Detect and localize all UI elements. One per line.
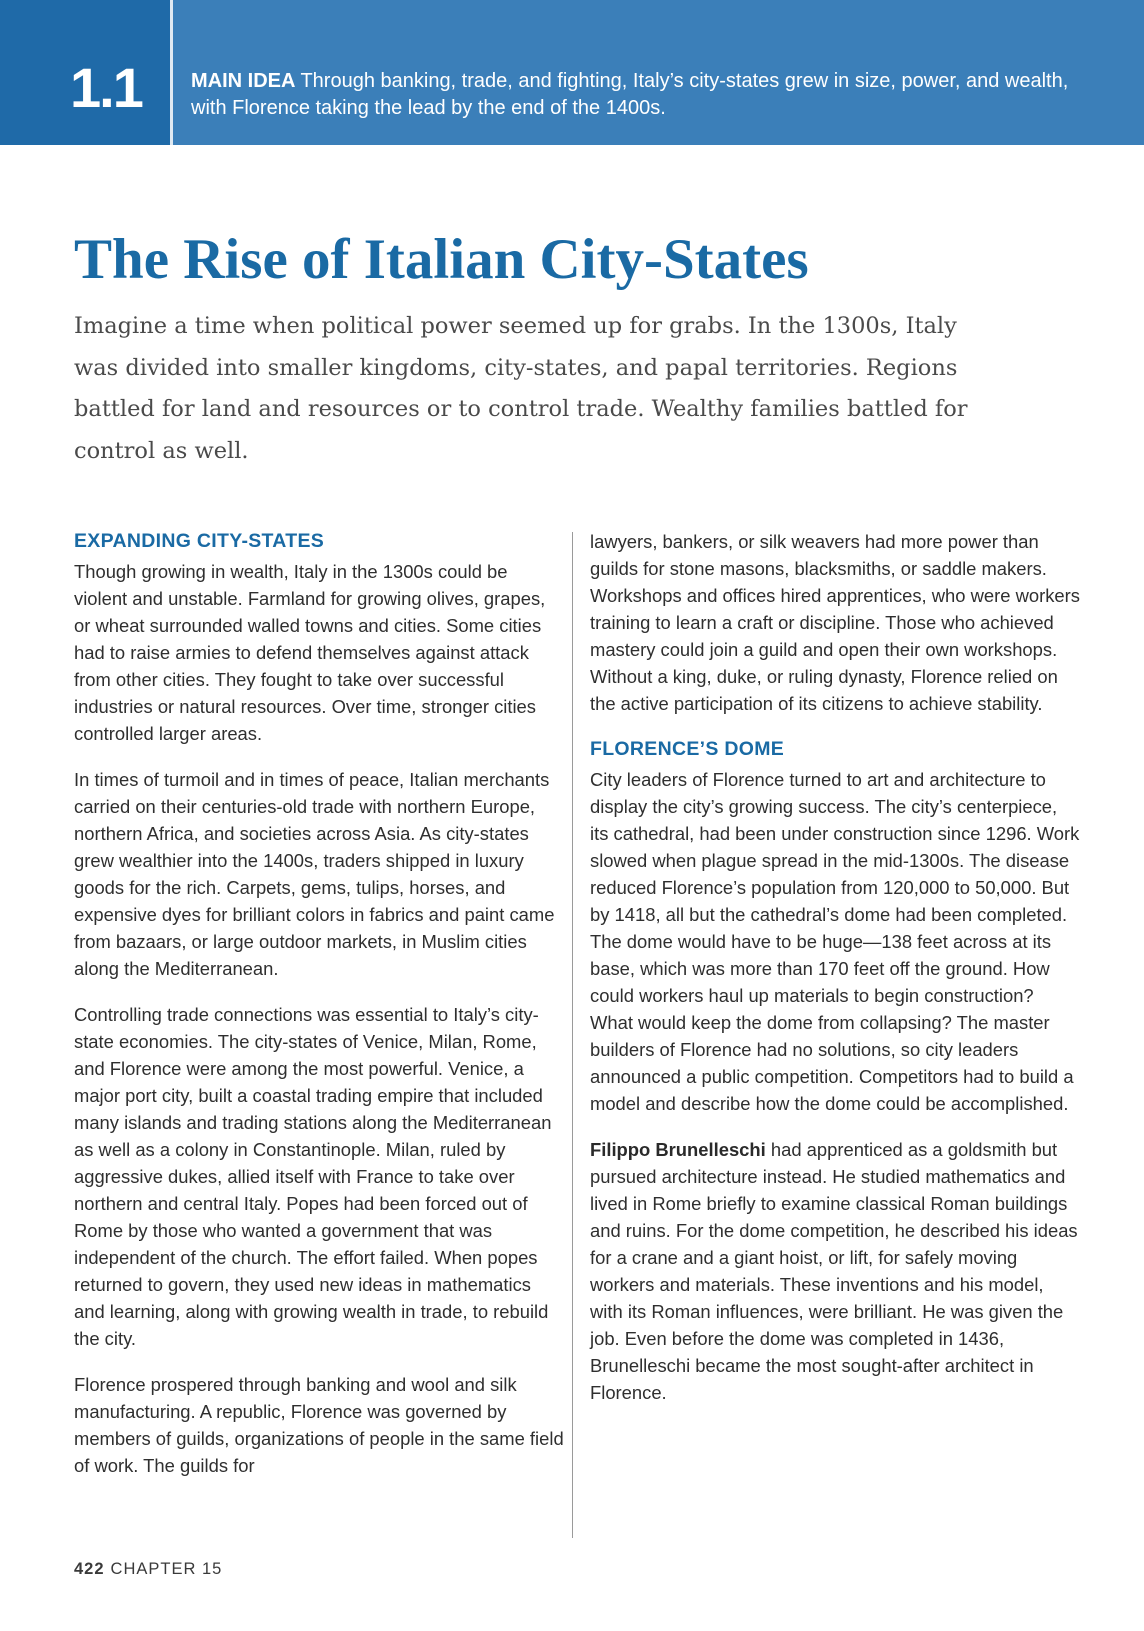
right-column [590,528,1080,1425]
page-number: 422 [74,1560,105,1578]
brunelleschi-text: had apprenticed as a goldsmith but pursued architecture instead. He studied mathematics and lived in Rome briefly to examine classical Roman buildings and ruins. For the dome competition, he described his ideas for a crane and a giant hoist, or lift, for safely moving workers and materials. These inventions and his model, with its Roman influences, were brilliant. He was given the job. Even before the dome was completed in 1436, Brunelleschi became the most sought-after architect in Florence. [590,1139,1078,1403]
main-idea-text: Through banking, trade, and fighting, Italy’s city-states grew in size, power, and wealth, with Florence taking the lead by the end of the 1400s. [191,70,1069,119]
page-footer [74,1560,222,1579]
paragraph: Florence prospered through banking and wool and silk manufacturing. A republic, Florence was governed by members of guilds, organizations of people in the same field of work. The guilds for [74,1374,564,1476]
chapter-label: CHAPTER 15 [110,1560,223,1578]
main-idea [191,68,1071,122]
paragraph: Though growing in wealth, Italy in the 1300s could be violent and unstable. Farmland for growing olives, grapes, or wheat surrounded walled towns and cities. Some cities had to raise armies to defend themselves against attack from other cities. They fought to take over successful industries or natural resources. Over time, stronger cities controlled larger areas. [74,561,546,744]
column-divider [572,532,573,1538]
lesson-number: 1.1 [70,56,142,119]
banner-separator [170,0,173,145]
left-column [74,528,564,1498]
paragraph: In times of turmoil and in times of peace, Italian merchants carried on their centuries-old trade with northern Europe, northern Africa, and societies across Asia. As city-states grew wealthier into the 1400s, traders shipped in luxury goods for the rich. Carpets, gems, tulips, horses, and expensive dyes for brilliant colors in fabrics and paint came from bazaars, or large outdoor markets, in Muslim cities along the Mediterranean. [74,769,555,979]
paragraph: lawyers, bankers, or silk weavers had more power than guilds for stone masons, blacksmiths, or saddle makers. Workshops and offices hired apprentices, who were workers training to learn a craft or discipline. Those who achieved mastery could join a guild and open their own workshops. Without a king, duke, or ruling dynasty, Florence relied on the active participation of its citizens to achieve stability. [590,531,1080,714]
intro-paragraph: Imagine a time when political power seemed up for grabs. In the 1300s, Italy was divided into smaller kingdoms, city-states, and papal territories. Regions battled for land and resources or to control trade. Wealthy families battled for control as well. [74,313,968,464]
page-title: The Rise of Italian City-States [74,228,809,291]
paragraph-brunelleschi [590,1136,1080,1406]
paragraph: City leaders of Florence turned to art and architecture to display the city’s growing success. The city’s centerpiece, its cathedral, had been under construction since 1296. Work slowed when plague spread in the mid-1300s. The disease reduced Florence’s population from 120,000 to 50,000. But by 1418, all but the cathedral’s dome had been completed. The dome would have to be huge—138 feet across at its base, which was more than 170 feet off the ground. How could workers haul up materials to begin construction? What would keep the dome from collapsing? The master builders of Florence had no solutions, so city leaders announced a public competition. Competitors had to build a model and describe how the dome could be accomplished. [590,769,1080,1114]
brunelleschi-name: Filippo Brunelleschi [590,1139,766,1160]
paragraph: Controlling trade connections was essential to Italy’s city-state economies. The city-states of Venice, Milan, Rome, and Florence were among the most powerful. Venice, a major port city, built a coastal trading empire that included many islands and trading stations along the Mediterranean as well as a colony in Constantinople. Milan, ruled by aggressive dukes, allied itself with France to take over northern and central Italy. Popes had been forced out of Rome by those who wanted a government that was independent of the church. The effort failed. When popes returned to govern, they used new ideas in mathematics and learning, along with growing wealth in trade, to rebuild the city. [74,1004,552,1349]
section-heading-expanding: EXPANDING CITY-STATES [74,530,325,552]
section-heading-dome: FLORENCE’S DOME [590,738,785,760]
main-idea-banner [0,0,1144,145]
main-idea-label: MAIN IDEA [191,70,296,92]
